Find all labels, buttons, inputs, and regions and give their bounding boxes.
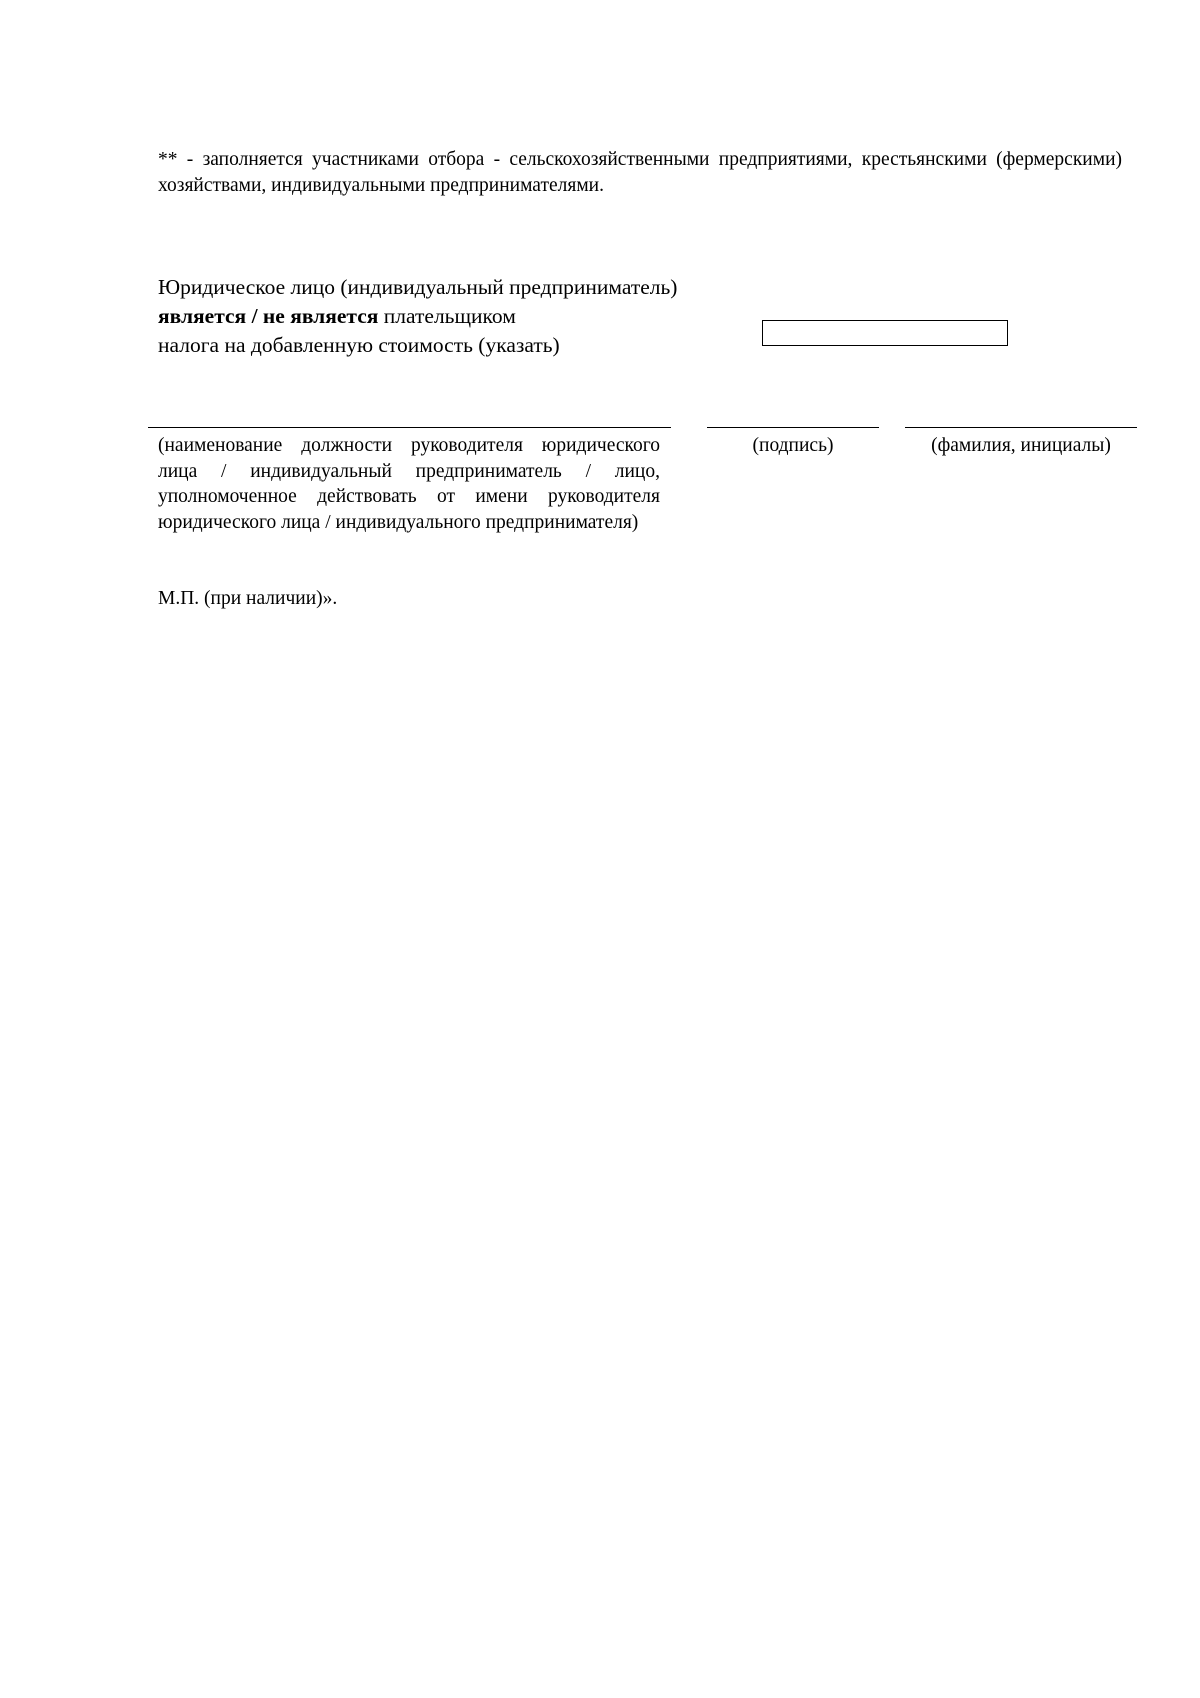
- vat-line-3: налога на добавленную стоимость (указать): [158, 333, 560, 357]
- footnote: ** - заполняется участниками отбора - сельскохозяйственными предприятиями, крестьянскими (фермерскими) хозяйствами, индивидуальными предпринимателями.: [158, 149, 1122, 196]
- name-caption: (фамилия, инициалы): [931, 435, 1111, 456]
- vat-line-2-rest: плательщиком: [378, 304, 516, 328]
- vat-answer-field[interactable]: [762, 320, 1008, 346]
- vat-line-1: Юридическое лицо (индивидуальный предприниматель): [158, 275, 678, 299]
- signature-caption: (подпись): [752, 435, 834, 456]
- stamp-note: М.П. (при наличии)».: [158, 588, 338, 609]
- vat-line-2: [158, 302, 758, 331]
- vat-status-options: является / не является: [158, 304, 379, 328]
- vat-statement: [158, 273, 758, 360]
- name-signature-line: [905, 427, 1137, 428]
- position-signature-line: [148, 427, 671, 428]
- position-caption: (наименование должности руководителя юридического лица / индивидуальный предприниматель / лицо, уполномоченное действовать от имени руководителя юридического лица / индивидуального предпринимателя): [158, 435, 660, 533]
- signature-line: [707, 427, 879, 428]
